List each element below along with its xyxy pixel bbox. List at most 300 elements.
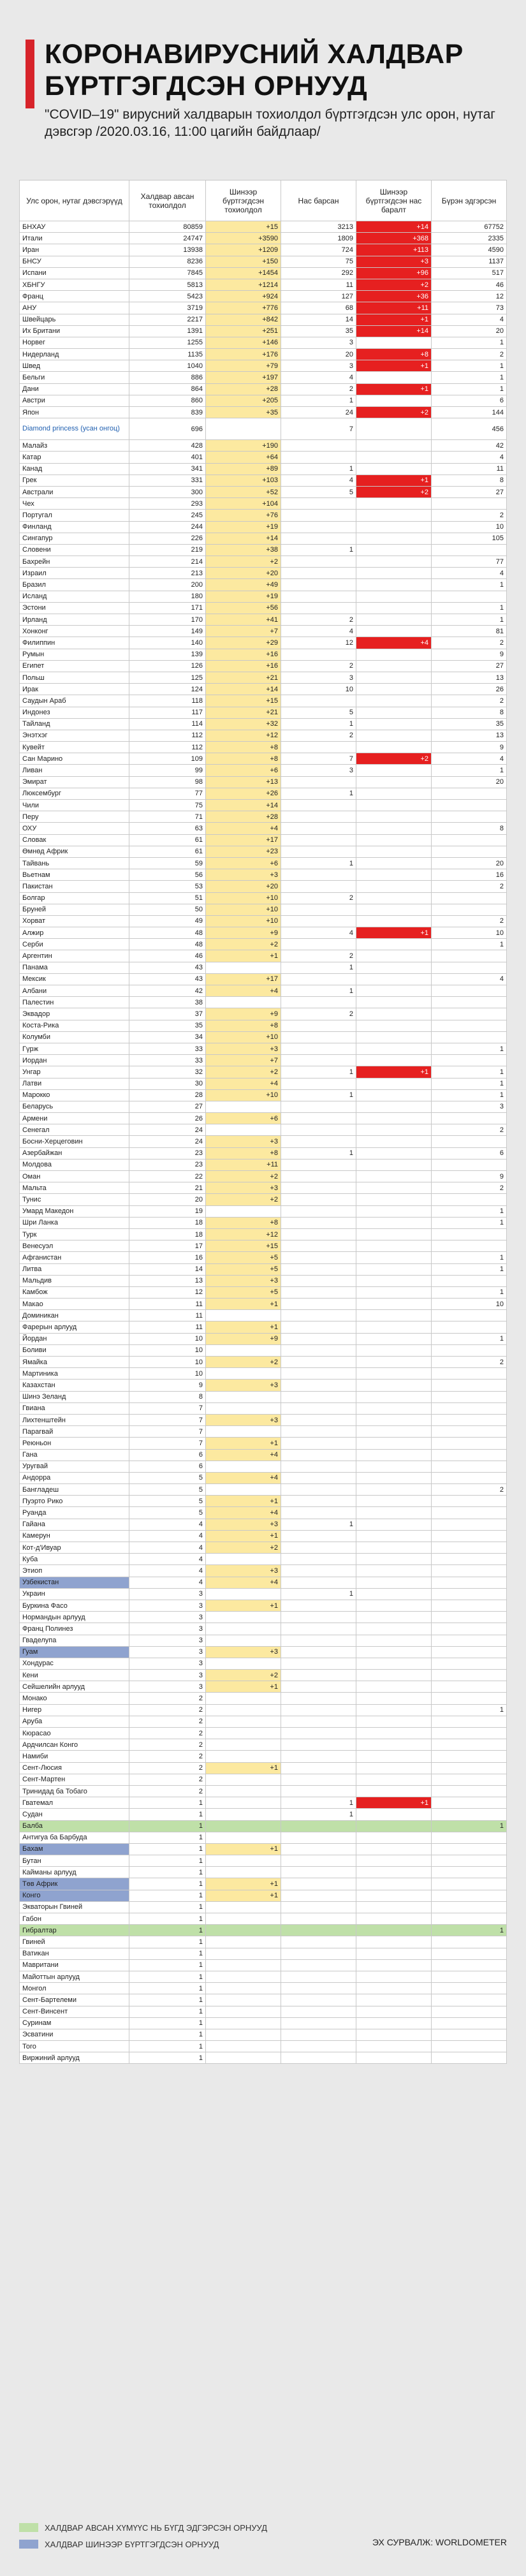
country-cell: Гуам (20, 1646, 129, 1658)
deaths-cell: 1 (281, 985, 356, 997)
recovered-cell (432, 1368, 507, 1380)
new-cases-cell: +13 (206, 776, 281, 788)
table-row (20, 360, 507, 372)
title-line-1: КОРОНАВИРУСНИЙ ХАЛДВАР (45, 39, 464, 70)
table-row (20, 1762, 507, 1774)
recovered-cell (432, 1588, 507, 1600)
table-row (20, 1728, 507, 1739)
table-row (20, 660, 507, 672)
country-cell: Этиоп (20, 1565, 129, 1577)
deaths-cell: 68 (281, 302, 356, 314)
table-row (20, 1878, 507, 1890)
country-cell: Узбекистан (20, 1577, 129, 1588)
total-cases-cell: 3 (129, 1635, 206, 1646)
deaths-cell (281, 1762, 356, 1774)
country-cell: Виржиний арлууд (20, 2052, 129, 2064)
deaths-cell (281, 1310, 356, 1321)
deaths-cell: 1 (281, 1066, 356, 1078)
recovered-cell (432, 1751, 507, 1762)
new-cases-cell: +1 (206, 1530, 281, 1542)
country-cell: Франц (20, 291, 129, 302)
total-cases-cell: 80859 (129, 221, 206, 233)
recovered-cell (432, 1530, 507, 1542)
country-cell: Сент-Винсент (20, 2006, 129, 2017)
table-row (20, 1321, 507, 1333)
new-deaths-cell (356, 1820, 432, 1832)
new-deaths-cell (356, 1751, 432, 1762)
deaths-cell: 12 (281, 637, 356, 649)
table-row (20, 1704, 507, 1716)
new-cases-cell: +23 (206, 846, 281, 857)
total-cases-cell: 7 (129, 1402, 206, 1414)
total-cases-cell: 27 (129, 1101, 206, 1112)
new-cases-cell (206, 1925, 281, 1936)
deaths-cell (281, 1380, 356, 1391)
total-cases-cell: 117 (129, 707, 206, 718)
table-row (20, 695, 507, 707)
new-cases-cell: +1 (206, 1843, 281, 1855)
table-row (20, 244, 507, 256)
new-deaths-cell (356, 1542, 432, 1554)
total-cases-cell: 2 (129, 1704, 206, 1716)
table-row (20, 407, 507, 418)
new-deaths-cell (356, 1739, 432, 1751)
new-cases-cell (206, 1391, 281, 1402)
deaths-cell: 3 (281, 672, 356, 683)
new-cases-cell (206, 1101, 281, 1112)
new-deaths-cell (356, 973, 432, 985)
table-row (20, 463, 507, 475)
table-row (20, 904, 507, 915)
deaths-cell (281, 915, 356, 927)
country-cell: Их Британи (20, 325, 129, 337)
table-row (20, 684, 507, 695)
new-cases-cell: +104 (206, 498, 281, 510)
deaths-cell (281, 1205, 356, 1217)
deaths-cell: 1 (281, 395, 356, 406)
total-cases-cell: 126 (129, 660, 206, 672)
table-row (20, 800, 507, 811)
new-cases-cell: +7 (206, 1055, 281, 1066)
deaths-cell (281, 1263, 356, 1275)
country-cell: Бангладеш (20, 1484, 129, 1496)
legend-swatch-green (19, 2523, 38, 2532)
recovered-cell (432, 1948, 507, 1959)
country-cell: Гвиней (20, 1936, 129, 1948)
total-cases-cell: 1 (129, 1971, 206, 1982)
country-cell: Босни-Херцеговин (20, 1136, 129, 1147)
total-cases-cell: 4 (129, 1530, 206, 1542)
country-cell: Ирланд (20, 614, 129, 626)
country-cell: Оман (20, 1171, 129, 1182)
new-deaths-cell (356, 1496, 432, 1507)
table-row (20, 1426, 507, 1438)
new-deaths-cell (356, 1878, 432, 1890)
table-row (20, 788, 507, 799)
deaths-cell (281, 533, 356, 544)
total-cases-cell: 171 (129, 602, 206, 614)
deaths-cell (281, 1658, 356, 1669)
new-deaths-cell (356, 1635, 432, 1646)
title-accent-bar (26, 40, 34, 108)
table-row (20, 1623, 507, 1635)
deaths-cell: 4 (281, 927, 356, 939)
recovered-cell: 12 (432, 291, 507, 302)
deaths-cell (281, 1565, 356, 1577)
new-deaths-cell: +2 (356, 486, 432, 497)
table-row (20, 1716, 507, 1727)
recovered-cell: 2 (432, 510, 507, 521)
new-deaths-cell (356, 498, 432, 510)
table-row (20, 892, 507, 904)
country-cell: Тринидад ба Тобаго (20, 1785, 129, 1797)
new-deaths-cell (356, 1681, 432, 1693)
new-cases-cell (206, 1867, 281, 1878)
new-cases-cell: +10 (206, 1089, 281, 1101)
recovered-cell: 2 (432, 349, 507, 360)
new-deaths-cell (356, 1380, 432, 1391)
deaths-cell (281, 1971, 356, 1982)
new-cases-cell: +6 (206, 857, 281, 869)
new-cases-cell: +2 (206, 1542, 281, 1554)
new-cases-cell (206, 1612, 281, 1623)
country-cell: Камбож (20, 1286, 129, 1298)
new-deaths-cell (356, 962, 432, 973)
new-deaths-cell (356, 1623, 432, 1635)
deaths-cell (281, 1843, 356, 1855)
new-cases-cell (206, 1832, 281, 1843)
total-cases-cell: 3 (129, 1588, 206, 1600)
table-row (20, 1368, 507, 1380)
country-cell: Ямайка (20, 1357, 129, 1368)
country-cell: Руанда (20, 1507, 129, 1519)
legend-label-green: ХАЛДВАР АВСАН ХҮМҮҮС НЬ БҮГД ЭДГЭРСЭН ОРНУУД (45, 2522, 268, 2533)
new-deaths-cell (356, 834, 432, 846)
deaths-cell: 10 (281, 684, 356, 695)
new-deaths-cell (356, 1670, 432, 1681)
recovered-cell: 1 (432, 765, 507, 776)
new-cases-cell: +176 (206, 349, 281, 360)
total-cases-cell: 99 (129, 765, 206, 776)
country-cell: Итали (20, 233, 129, 244)
recovered-cell (432, 1809, 507, 1820)
new-deaths-cell (356, 1299, 432, 1310)
total-cases-cell: 21 (129, 1182, 206, 1194)
new-deaths-cell (356, 510, 432, 521)
recovered-cell: 8 (432, 823, 507, 834)
country-cell: Ардчилсан Конго (20, 1739, 129, 1751)
country-cell: Серби (20, 939, 129, 950)
table-row (20, 1530, 507, 1542)
table-row (20, 1402, 507, 1414)
table-row (20, 1959, 507, 1971)
deaths-cell (281, 1612, 356, 1623)
new-cases-cell: +28 (206, 811, 281, 823)
new-deaths-cell (356, 591, 432, 602)
country-cell: Мальта (20, 1182, 129, 1194)
deaths-cell (281, 2052, 356, 2064)
total-cases-cell: 886 (129, 372, 206, 383)
recovered-cell (432, 1438, 507, 1449)
new-cases-cell: +21 (206, 672, 281, 683)
recovered-cell: 6 (432, 395, 507, 406)
deaths-cell: 14 (281, 314, 356, 325)
recovered-cell (432, 1901, 507, 1913)
total-cases-cell: 10 (129, 1368, 206, 1380)
table-row (20, 486, 507, 497)
country-cell: Умард Македон (20, 1205, 129, 1217)
total-cases-cell: 1391 (129, 325, 206, 337)
deaths-cell: 24 (281, 407, 356, 418)
new-cases-cell: +79 (206, 360, 281, 372)
table-row (20, 1577, 507, 1588)
total-cases-cell: 1 (129, 2029, 206, 2040)
deaths-cell: 7 (281, 418, 356, 440)
deaths-cell (281, 1055, 356, 1066)
total-cases-cell: 1 (129, 1820, 206, 1832)
country-cell: Эстони (20, 602, 129, 614)
country-cell: Австри (20, 395, 129, 406)
new-deaths-cell (356, 1310, 432, 1321)
country-cell: Тайланд (20, 718, 129, 730)
total-cases-cell: 13938 (129, 244, 206, 256)
new-deaths-cell (356, 1055, 432, 1066)
country-cell: Гваделупа (20, 1635, 129, 1646)
new-cases-cell (206, 1728, 281, 1739)
page-title (45, 38, 500, 102)
deaths-cell: 3 (281, 337, 356, 348)
total-cases-cell: 114 (129, 718, 206, 730)
total-cases-cell: 2 (129, 1762, 206, 1774)
total-cases-cell: 7 (129, 1414, 206, 1425)
table-row (20, 823, 507, 834)
total-cases-cell: 48 (129, 927, 206, 939)
country-cell: Гүрж (20, 1043, 129, 1054)
new-deaths-cell (356, 440, 432, 452)
country-cell: Финланд (20, 521, 129, 533)
new-cases-cell: +2 (206, 939, 281, 950)
total-cases-cell: 13 (129, 1275, 206, 1286)
total-cases-cell: 118 (129, 695, 206, 707)
new-cases-cell: +17 (206, 834, 281, 846)
recovered-cell: 2 (432, 695, 507, 707)
recovered-cell: 11 (432, 463, 507, 475)
recovered-cell (432, 1240, 507, 1252)
new-deaths-cell (356, 985, 432, 997)
deaths-cell: 2 (281, 660, 356, 672)
total-cases-cell: 43 (129, 962, 206, 973)
country-cell: Лихтенштейн (20, 1414, 129, 1425)
total-cases-cell: 149 (129, 626, 206, 637)
total-cases-cell: 2 (129, 1739, 206, 1751)
new-deaths-cell (356, 1240, 432, 1252)
recovered-cell: 4 (432, 753, 507, 765)
new-cases-cell: +1 (206, 1890, 281, 1901)
new-deaths-cell (356, 1217, 432, 1228)
deaths-cell (281, 1704, 356, 1716)
total-cases-cell: 293 (129, 498, 206, 510)
recovered-cell (432, 1855, 507, 1867)
deaths-cell (281, 591, 356, 602)
new-deaths-cell (356, 1913, 432, 1925)
total-cases-cell: 112 (129, 730, 206, 741)
new-cases-cell: +146 (206, 337, 281, 348)
table-row (20, 857, 507, 869)
recovered-cell (432, 1983, 507, 1994)
deaths-cell: 724 (281, 244, 356, 256)
deaths-cell (281, 800, 356, 811)
deaths-cell (281, 521, 356, 533)
new-cases-cell: +3 (206, 1043, 281, 1054)
table-row (20, 1855, 507, 1867)
country-cell: Андорра (20, 1472, 129, 1483)
new-deaths-cell (356, 2041, 432, 2052)
recovered-cell (432, 962, 507, 973)
deaths-cell (281, 602, 356, 614)
country-cell: Катар (20, 452, 129, 463)
deaths-cell: 292 (281, 267, 356, 279)
recovered-cell: 42 (432, 440, 507, 452)
new-cases-cell: +251 (206, 325, 281, 337)
new-deaths-cell (356, 869, 432, 881)
total-cases-cell: 3 (129, 1646, 206, 1658)
recovered-cell (432, 997, 507, 1008)
deaths-cell (281, 1716, 356, 1727)
country-cell: Словак (20, 834, 129, 846)
source-credit: ЭХ СУРВАЛЖ: WORLDOMETER (372, 2537, 507, 2547)
recovered-cell (432, 1380, 507, 1391)
new-deaths-cell (356, 672, 432, 683)
country-cell: Балба (20, 1820, 129, 1832)
table-row (20, 1739, 507, 1751)
total-cases-cell: 1 (129, 1948, 206, 1959)
country-cell: Сенегал (20, 1124, 129, 1136)
new-cases-cell: +35 (206, 407, 281, 418)
country-cell: Аргентин (20, 950, 129, 962)
total-cases-cell: 8 (129, 1391, 206, 1402)
country-cell: Энэтхэг (20, 730, 129, 741)
table-row (20, 1588, 507, 1600)
country-cell: Швед (20, 360, 129, 372)
new-deaths-cell (356, 1020, 432, 1031)
deaths-cell: 75 (281, 256, 356, 267)
deaths-cell: 2 (281, 950, 356, 962)
country-cell: Кот-д'Ивуар (20, 1542, 129, 1554)
new-cases-cell: +1209 (206, 244, 281, 256)
country-cell: Кюрасао (20, 1728, 129, 1739)
total-cases-cell: 1 (129, 2017, 206, 2029)
table-row (20, 302, 507, 314)
recovered-cell: 1 (432, 360, 507, 372)
new-cases-cell: +842 (206, 314, 281, 325)
deaths-cell: 1 (281, 1089, 356, 1101)
total-cases-cell: 2 (129, 1785, 206, 1797)
deaths-cell (281, 1890, 356, 1901)
new-cases-cell (206, 1797, 281, 1809)
total-cases-cell: 17 (129, 1240, 206, 1252)
deaths-cell (281, 2006, 356, 2017)
new-cases-cell: +15 (206, 695, 281, 707)
new-cases-cell: +8 (206, 1147, 281, 1159)
new-deaths-cell (356, 1484, 432, 1496)
new-cases-cell: +2 (206, 1670, 281, 1681)
new-deaths-cell: +8 (356, 349, 432, 360)
recovered-cell (432, 1658, 507, 1669)
deaths-cell: 1 (281, 718, 356, 730)
table-row (20, 1136, 507, 1147)
country-cell: Куба (20, 1554, 129, 1565)
total-cases-cell: 14 (129, 1263, 206, 1275)
deaths-cell: 2 (281, 614, 356, 626)
country-cell: Суринам (20, 2017, 129, 2029)
country-cell: Украин (20, 1588, 129, 1600)
country-cell: Бруней (20, 904, 129, 915)
table-row (20, 1774, 507, 1785)
country-cell: Сингапур (20, 533, 129, 544)
deaths-cell (281, 997, 356, 1008)
new-deaths-cell (356, 1171, 432, 1182)
new-deaths-cell (356, 1402, 432, 1414)
recovered-cell (432, 1507, 507, 1519)
total-cases-cell: 75 (129, 800, 206, 811)
new-deaths-cell (356, 788, 432, 799)
table-row (20, 1971, 507, 1982)
new-deaths-cell (356, 1867, 432, 1878)
new-cases-cell (206, 1774, 281, 1785)
new-deaths-cell: +2 (356, 407, 432, 418)
deaths-cell (281, 1426, 356, 1438)
recovered-cell: 27 (432, 660, 507, 672)
deaths-cell (281, 579, 356, 591)
recovered-cell (432, 1693, 507, 1704)
total-cases-cell: 24747 (129, 233, 206, 244)
new-cases-cell: +197 (206, 372, 281, 383)
table-row (20, 1380, 507, 1391)
new-cases-cell: +8 (206, 1217, 281, 1228)
recovered-cell: 2 (432, 1357, 507, 1368)
country-cell: Тунис (20, 1194, 129, 1205)
recovered-cell (432, 846, 507, 857)
table-row (20, 1693, 507, 1704)
country-cell: Мартиника (20, 1368, 129, 1380)
new-cases-cell: +19 (206, 591, 281, 602)
country-cell: Төв Африк (20, 1878, 129, 1890)
deaths-cell (281, 1252, 356, 1263)
total-cases-cell: 61 (129, 834, 206, 846)
new-cases-cell: +776 (206, 302, 281, 314)
total-cases-cell: 5 (129, 1484, 206, 1496)
total-cases-cell: 1040 (129, 360, 206, 372)
table-row (20, 1240, 507, 1252)
new-cases-cell: +41 (206, 614, 281, 626)
col-header-new-deaths: Шинээр бүртгэгдсэн нас баралт (356, 180, 432, 221)
new-cases-cell: +14 (206, 533, 281, 544)
new-deaths-cell (356, 1344, 432, 1356)
recovered-cell: 1 (432, 939, 507, 950)
deaths-cell (281, 1600, 356, 1611)
table-row (20, 1310, 507, 1321)
recovered-cell: 1 (432, 602, 507, 614)
table-row (20, 776, 507, 788)
new-deaths-cell (356, 1612, 432, 1623)
country-cell: БНСУ (20, 256, 129, 267)
new-deaths-cell (356, 1530, 432, 1542)
total-cases-cell: 4 (129, 1565, 206, 1577)
new-cases-cell (206, 1461, 281, 1472)
total-cases-cell: 1 (129, 1855, 206, 1867)
new-cases-cell: +26 (206, 788, 281, 799)
deaths-cell (281, 1878, 356, 1890)
